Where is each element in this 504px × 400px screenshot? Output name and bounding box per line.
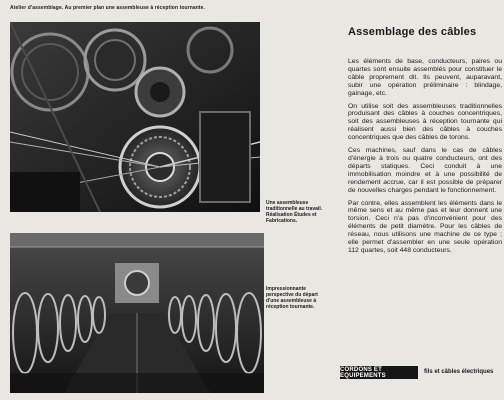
paragraph-2: On utilise soit des assembleuses traditionnelles produisant des câbles à couches concentriques, soit des assembleuses à réception tournante qui réalisent aussi bien des câbles à couches concentriques que des câbles de torons. (348, 102, 502, 142)
paragraph-4: Par contre, elles assemblent les éléments dans le même sens et au même pas et leur donnent une torsion. Ceci n'a pas d'inconvénient pour des éléments de petit diamètre. Pour les câbles de réseau, nous utilisons une machine de ce type ; elle permet d'assembler en une seule opération 112 quartes, soit 448 conducteurs. (348, 199, 502, 254)
assembly-line-photo (10, 233, 264, 393)
brand-logo: CORDONS ET EQUIPEMENTS (340, 366, 418, 379)
brand-tagline: fils et câbles électriques (424, 369, 494, 375)
top-caption: Atelier d'assemblage. Au premier plan une assembleuse à réception tournante. (10, 5, 206, 11)
photo2-caption: Impressionnante perspective du départ d'une assembleuse à réception tournante. (266, 286, 318, 310)
photo1-caption: Une assembleuse traditionnelle au travail. Réalisation Études et Fabrications. (266, 200, 323, 224)
cable-machine-photo (10, 22, 260, 212)
article-body (348, 58, 502, 260)
paragraph-1: Les éléments de base, conducteurs, paires ou quartes sont ensuite assemblés pour constituer le câble proprement dit. Ils peuvent, auparavant, subir une opération préliminaire : blindage, gainage, etc. (348, 58, 502, 97)
page-title: Assemblage des câbles (348, 26, 477, 38)
paragraph-3: Ces machines, sauf dans le cas de câbles d'énergie à trois ou quatre conducteurs, ont des départs statiques. Ceci conduit à une immobilisation moindre et à une possibilité de rendement accrue, car il est possible de préparer de nouvelles charges pendant le fonctionnement. (348, 147, 502, 194)
